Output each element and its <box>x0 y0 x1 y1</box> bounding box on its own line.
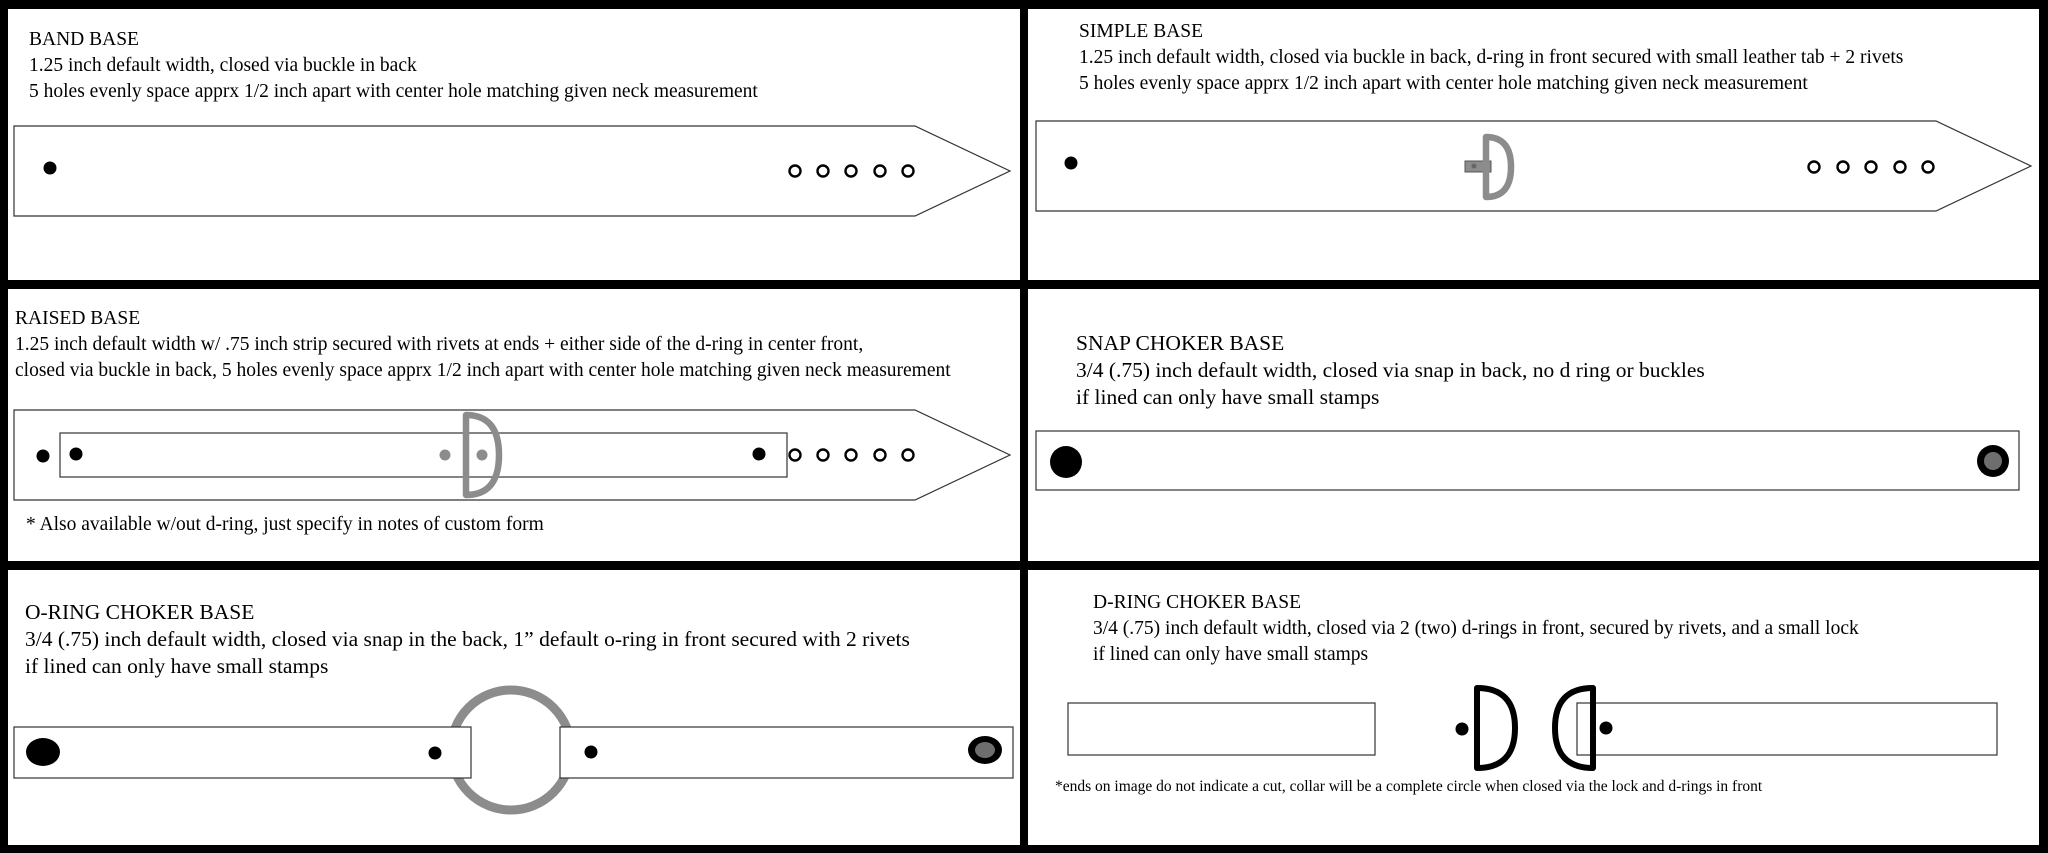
choker-strap-right <box>560 727 1013 778</box>
choker-strap <box>1036 431 2019 490</box>
adjust-hole <box>790 450 801 461</box>
panel-oring-choker <box>8 570 1020 845</box>
oring-choker-title: O-RING CHOKER BASE <box>25 600 255 624</box>
panel-band-base <box>8 9 1020 280</box>
band-base-line2: 5 holes evenly space apprx 1/2 inch apart with center hole matching given neck measurement <box>29 81 758 102</box>
band-base-line1: 1.25 inch default width, closed via buckle in back <box>29 55 417 76</box>
simple-base-line2: 5 holes evenly space apprx 1/2 inch apart with center hole matching given neck measurement <box>1079 73 1808 94</box>
snap-choker-line1: 3/4 (.75) inch default width, closed via snap in back, no d ring or buckles <box>1076 358 1705 382</box>
dring-choker-line2: if lined can only have small stamps <box>1093 644 1369 665</box>
buckle-tongue-hole <box>37 450 50 463</box>
adjust-hole <box>846 450 857 461</box>
rivet-icon <box>585 746 598 759</box>
rivet-icon <box>1456 723 1469 736</box>
adjust-hole <box>875 450 886 461</box>
snap-choker-title: SNAP CHOKER BASE <box>1076 331 1285 355</box>
choker-strap-left <box>14 727 471 778</box>
panel-simple-base <box>1028 9 2039 280</box>
snap-socket-center <box>975 742 995 758</box>
snap-choker-illustration <box>1028 289 2039 561</box>
rivet-icon <box>1600 722 1613 735</box>
adjust-hole <box>1838 162 1849 173</box>
dring-choker-title: D-RING CHOKER BASE <box>1093 592 1302 613</box>
raised-base-illustration <box>8 289 1020 561</box>
adjust-hole <box>790 166 801 177</box>
oring-choker-line2: if lined can only have small stamps <box>25 654 329 678</box>
adjust-hole <box>818 166 829 177</box>
adjust-hole <box>846 166 857 177</box>
snap-stud-icon <box>26 738 60 766</box>
adjust-hole <box>903 450 914 461</box>
d-ring-icon-left <box>1477 688 1515 768</box>
panel-snap-choker <box>1028 289 2039 561</box>
buckle-tongue-hole <box>44 162 57 175</box>
snap-socket-center <box>1984 452 2002 470</box>
choker-strap-left <box>1068 703 1375 755</box>
raised-base-line1: 1.25 inch default width w/ .75 inch strip secured with rivets at ends + either side of the d-ring in center front, <box>15 334 864 355</box>
dring-choker-line1: 3/4 (.75) inch default width, closed via 2 (two) d-rings in front, secured by rivets, and a small lock <box>1093 618 1859 639</box>
band-base-illustration <box>8 9 1020 280</box>
adjust-hole <box>1895 162 1906 173</box>
adjust-hole <box>875 166 886 177</box>
snap-choker-line2: if lined can only have small stamps <box>1076 385 1380 409</box>
adjust-hole <box>903 166 914 177</box>
raised-base-note: * Also available w/out d-ring, just specify in notes of custom form <box>26 514 544 535</box>
rivet-icon <box>1472 164 1477 169</box>
panel-raised-base <box>8 289 1020 561</box>
rivet-icon <box>429 747 442 760</box>
oring-choker-line1: 3/4 (.75) inch default width, closed via snap in the back, 1” default o-ring in front secured with 2 rivets <box>25 627 910 651</box>
dring-choker-illustration <box>1028 570 2039 845</box>
rivet-icon <box>440 450 451 461</box>
oring-choker-illustration <box>8 570 1020 845</box>
choker-strap-right <box>1577 703 1997 755</box>
rivet-icon <box>477 450 488 461</box>
adjust-hole <box>1809 162 1820 173</box>
rivet-icon <box>70 448 83 461</box>
raised-base-line2: closed via buckle in back, 5 holes evenly space apprx 1/2 inch apart with center hole matching given neck measurement <box>15 360 951 381</box>
simple-base-line1: 1.25 inch default width, closed via buckle in back, d-ring in front secured with small leather tab + 2 rivets <box>1079 47 1904 68</box>
dring-choker-note: *ends on image do not indicate a cut, collar will be a complete circle when closed via the lock and d-rings in front <box>1055 778 1763 795</box>
simple-base-illustration <box>1028 9 2039 280</box>
raised-base-title: RAISED BASE <box>15 308 141 329</box>
adjust-hole <box>1923 162 1934 173</box>
raised-strip <box>60 433 787 477</box>
panel-dring-choker <box>1028 570 2039 845</box>
band-strap <box>1036 121 2031 211</box>
adjust-hole <box>1866 162 1877 173</box>
band-strap <box>14 126 1010 216</box>
rivet-icon <box>753 448 766 461</box>
band-base-title: BAND BASE <box>29 29 139 50</box>
snap-stud-icon <box>1050 446 1082 478</box>
buckle-tongue-hole <box>1065 157 1078 170</box>
adjust-hole <box>818 450 829 461</box>
simple-base-title: SIMPLE BASE <box>1079 21 1204 42</box>
